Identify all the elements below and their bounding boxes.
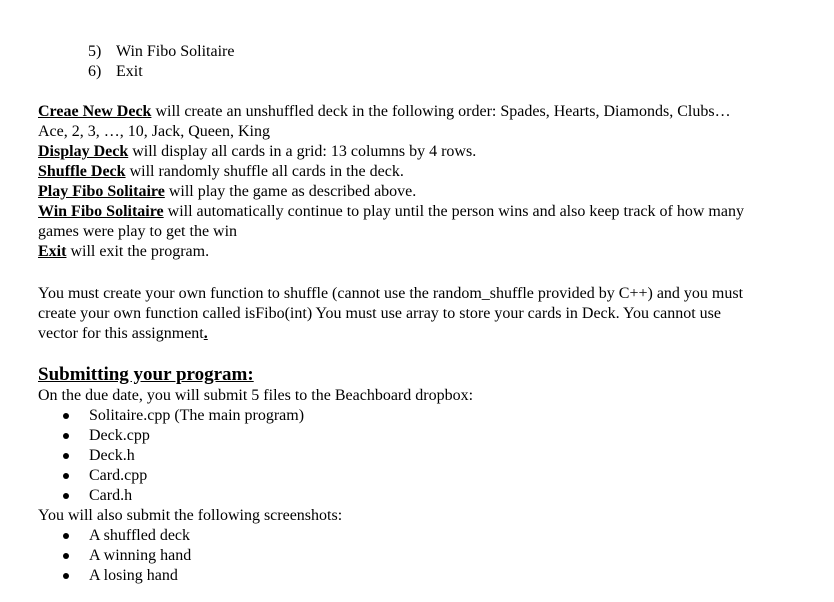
term-display-deck: Display Deck	[38, 143, 129, 160]
menu-options-list	[88, 42, 234, 82]
description-line	[38, 222, 808, 242]
description-text: games were play to get the win	[38, 223, 238, 240]
underlined-period: .	[203, 325, 208, 342]
file-name: Solitaire.cpp (The main program)	[89, 407, 305, 424]
list-item	[38, 486, 808, 506]
bullet-icon	[63, 533, 69, 539]
term-win-fibo-solitaire: Win Fibo Solitaire	[38, 203, 164, 220]
file-name: Card.h	[89, 487, 133, 504]
section-heading: Submitting your program:	[38, 364, 254, 385]
term-play-fibo-solitaire: Play Fibo Solitaire	[38, 183, 165, 200]
term-shuffle-deck: Shuffle Deck	[38, 163, 126, 180]
list-item	[38, 446, 808, 466]
screenshot-name: A shuffled deck	[89, 527, 191, 544]
files-list	[38, 406, 808, 506]
description-text: will play the game as described above.	[164, 183, 417, 200]
term-exit: Exit	[38, 243, 67, 260]
screenshots-list	[38, 526, 808, 586]
bullet-icon	[63, 413, 69, 419]
description-text: will exit the program.	[66, 243, 210, 260]
description-text: will automatically continue to play until the person wins and also keep track of how many	[163, 203, 744, 220]
list-item	[38, 466, 808, 486]
bullet-icon	[63, 573, 69, 579]
list-item	[38, 406, 808, 426]
description-line	[38, 202, 808, 222]
option-descriptions	[38, 102, 808, 262]
paragraph-line: You must create your own function to shuffle (cannot use the random_shuffle provided by C++) and you must	[38, 285, 744, 302]
paragraph-text: vector for this assignment	[38, 325, 204, 342]
bullet-icon	[63, 493, 69, 499]
item-number: 6)	[88, 63, 102, 80]
term-create-new-deck: Creae New Deck	[38, 103, 152, 120]
bullet-icon	[63, 553, 69, 559]
bullet-icon	[63, 453, 69, 459]
description-line	[38, 142, 808, 162]
screenshot-name: A losing hand	[89, 567, 178, 584]
list-item	[38, 566, 808, 586]
list-item	[38, 426, 808, 446]
requirements-paragraph	[38, 284, 808, 344]
paragraph-line: create your own function called isFibo(int) You must use array to store your cards in Deck. You cannot use	[38, 305, 721, 322]
list-item	[88, 42, 234, 62]
file-name: Deck.cpp	[89, 427, 150, 444]
list-item	[38, 546, 808, 566]
screenshot-name: A winning hand	[89, 547, 192, 564]
description-text: Ace, 2, 3, …, 10, Jack, Queen, King	[38, 123, 270, 140]
description-line	[38, 102, 808, 122]
description-line	[38, 122, 808, 142]
bullet-icon	[63, 433, 69, 439]
list-item	[38, 526, 808, 546]
file-name: Deck.h	[89, 447, 135, 464]
description-text: will randomly shuffle all cards in the deck.	[125, 163, 404, 180]
bullet-icon	[63, 473, 69, 479]
description-text: will display all cards in a grid: 13 columns by 4 rows.	[128, 143, 477, 160]
description-line	[38, 162, 808, 182]
submission-intro: On the due date, you will submit 5 files to the Beachboard dropbox:	[38, 387, 474, 404]
list-item	[88, 62, 234, 82]
file-name: Card.cpp	[89, 467, 148, 484]
item-label: Win Fibo Solitaire	[116, 43, 235, 60]
submission-section	[38, 386, 808, 586]
description-line	[38, 182, 808, 202]
paragraph-line	[38, 324, 808, 344]
item-number: 5)	[88, 43, 102, 60]
description-line	[38, 242, 808, 262]
screenshots-intro: You will also submit the following screenshots:	[38, 507, 343, 524]
item-label: Exit	[116, 63, 143, 80]
description-text: will create an unshuffled deck in the following order: Spades, Hearts, Diamonds, Clubs…	[151, 103, 731, 120]
